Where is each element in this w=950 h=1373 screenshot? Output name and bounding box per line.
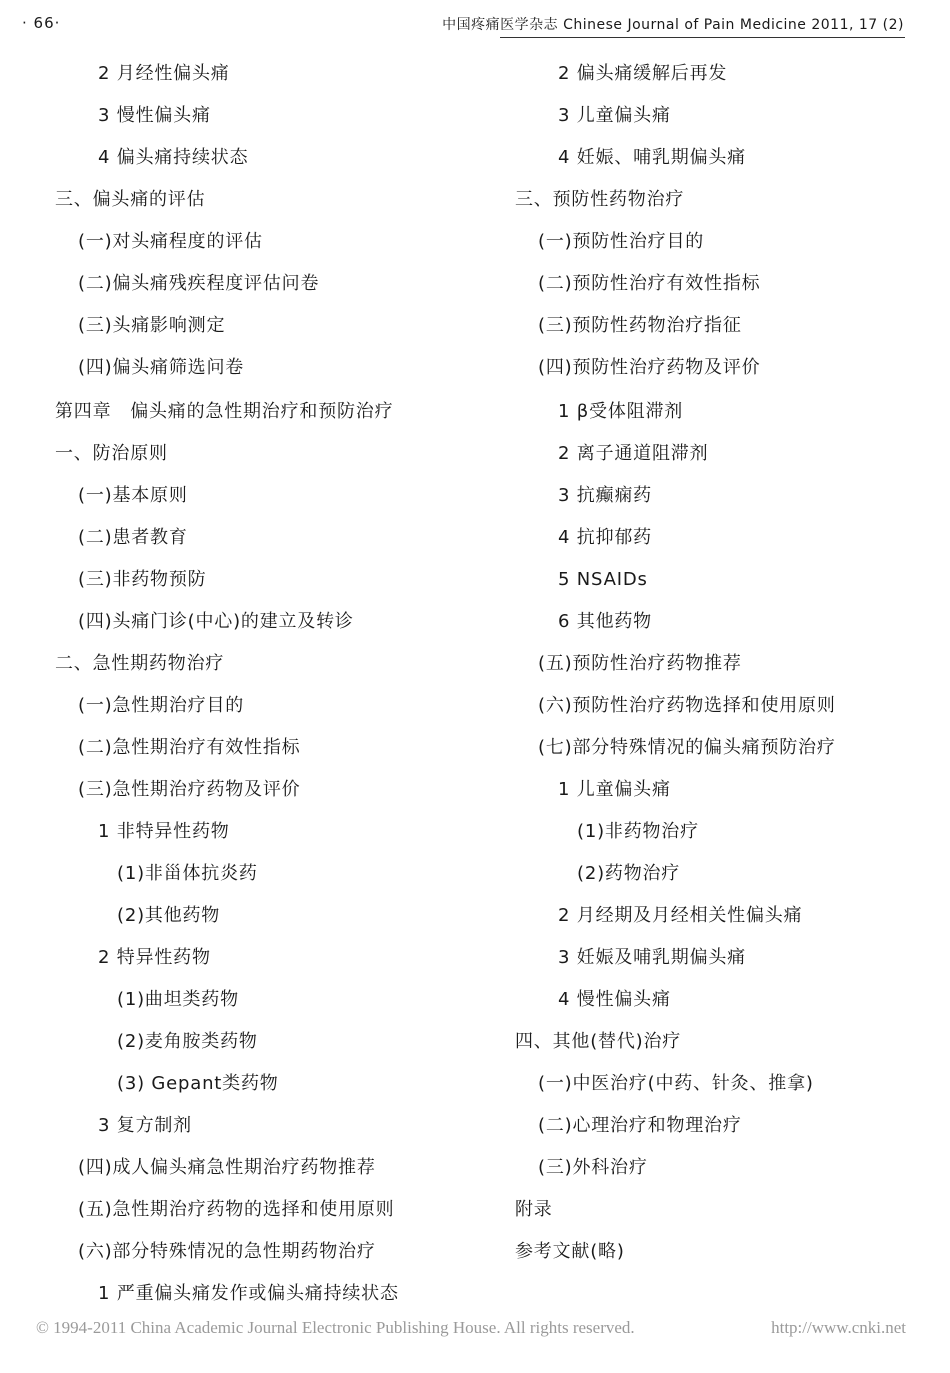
toc-entry: (1)非药物治疗: [577, 821, 699, 842]
toc-entry: 2 离子通道阻滞剂: [558, 443, 709, 464]
toc-entry: (2)药物治疗: [577, 863, 681, 884]
toc-entry: (五)预防性治疗药物推荐: [538, 653, 742, 674]
toc-entry: (一)中医治疗(中药、针灸、推拿): [538, 1073, 814, 1094]
toc-section-heading: 参考文献(略): [515, 1241, 625, 1262]
toc-entry: 5 NSAIDs: [558, 569, 648, 590]
page-number: · 66·: [22, 14, 61, 32]
toc-entry: 3 儿童偏头痛: [558, 105, 671, 126]
toc-entry: (二)患者教育: [78, 527, 188, 548]
toc-entry: (三)非药物预防: [78, 569, 207, 590]
toc-entry: 2 偏头痛缓解后再发: [558, 63, 728, 84]
toc-chapter-heading: 第四章 偏头痛的急性期治疗和预防治疗: [55, 401, 394, 422]
header-rule: [500, 37, 905, 38]
toc-entry: 3 复方制剂: [98, 1115, 192, 1136]
toc-entry: (二)预防性治疗有效性指标: [538, 273, 761, 294]
toc-entry: (二)急性期治疗有效性指标: [78, 737, 301, 758]
toc-entry: (七)部分特殊情况的偏头痛预防治疗: [538, 737, 836, 758]
page-header: [0, 0, 950, 40]
toc-entry: (1)曲坦类药物: [117, 989, 239, 1010]
toc-entry: 6 其他药物: [558, 611, 652, 632]
copyright-notice: © 1994-2011 China Academic Journal Electronic Publishing House. All rights reserved.: [36, 1318, 635, 1337]
toc-entry: (一)对头痛程度的评估: [78, 231, 263, 252]
toc-entry: 4 偏头痛持续状态: [98, 147, 249, 168]
toc-entry: (一)急性期治疗目的: [78, 695, 245, 716]
toc-entry: (2)其他药物: [117, 905, 221, 926]
toc-entry: (三)头痛影响测定: [78, 315, 226, 336]
toc-entry: (一)基本原则: [78, 485, 188, 506]
toc-section-heading: 二、急性期药物治疗: [55, 653, 225, 674]
journal-running-header: 中国疼痛医学杂志 Chinese Journal of Pain Medicine 2011, 17 (2): [442, 17, 904, 33]
toc-entry: 1 非特异性药物: [98, 821, 230, 842]
toc-section-heading: 三、偏头痛的评估: [55, 189, 206, 210]
toc-section-heading: 一、防治原则: [55, 443, 168, 464]
toc-entry: (3) Gepant类药物: [117, 1073, 279, 1094]
toc-entry: (四)头痛门诊(中心)的建立及转诊: [78, 611, 354, 632]
toc-entry: 1 β受体阻滞剂: [558, 401, 684, 422]
footer-url: http://www.cnki.net: [771, 1318, 906, 1337]
toc-entry: (三)急性期治疗药物及评价: [78, 779, 301, 800]
toc-entry: (2)麦角胺类药物: [117, 1031, 258, 1052]
toc-entry: (二)心理治疗和物理治疗: [538, 1115, 742, 1136]
toc-entry: (六)部分特殊情况的急性期药物治疗: [78, 1241, 376, 1262]
toc-entry: (1)非甾体抗炎药: [117, 863, 258, 884]
toc-entry: (二)偏头痛残疾程度评估问卷: [78, 273, 320, 294]
toc-entry: (四)预防性治疗药物及评价: [538, 357, 761, 378]
toc-entry: 3 抗癫痫药: [558, 485, 652, 506]
copyright-footer: [36, 1318, 916, 1344]
toc-entry: (六)预防性治疗药物选择和使用原则: [538, 695, 836, 716]
toc-entry: (四)成人偏头痛急性期治疗药物推荐: [78, 1157, 376, 1178]
toc-entry: 4 慢性偏头痛: [558, 989, 671, 1010]
toc-section-heading: 三、预防性药物治疗: [515, 189, 685, 210]
toc-entry: 2 月经期及月经相关性偏头痛: [558, 905, 803, 926]
toc-entry: 1 严重偏头痛发作或偏头痛持续状态: [98, 1283, 399, 1304]
toc-section-heading: 附录: [515, 1199, 553, 1220]
toc-entry: 2 特异性药物: [98, 947, 211, 968]
toc-entry: 2 月经性偏头痛: [98, 63, 230, 84]
toc-section-heading: 四、其他(替代)治疗: [515, 1031, 682, 1052]
toc-entry: 4 抗抑郁药: [558, 527, 652, 548]
toc-entry: (五)急性期治疗药物的选择和使用原则: [78, 1199, 395, 1220]
toc-entry: (四)偏头痛筛选问卷: [78, 357, 245, 378]
toc-entry: (三)外科治疗: [538, 1157, 648, 1178]
toc-entry: (一)预防性治疗目的: [538, 231, 705, 252]
toc-entry: 3 慢性偏头痛: [98, 105, 211, 126]
toc-entry: 1 儿童偏头痛: [558, 779, 671, 800]
toc-entry: 4 妊娠、哺乳期偏头痛: [558, 147, 746, 168]
toc-entry: 3 妊娠及哺乳期偏头痛: [558, 947, 746, 968]
toc-entry: (三)预防性药物治疗指征: [538, 315, 742, 336]
